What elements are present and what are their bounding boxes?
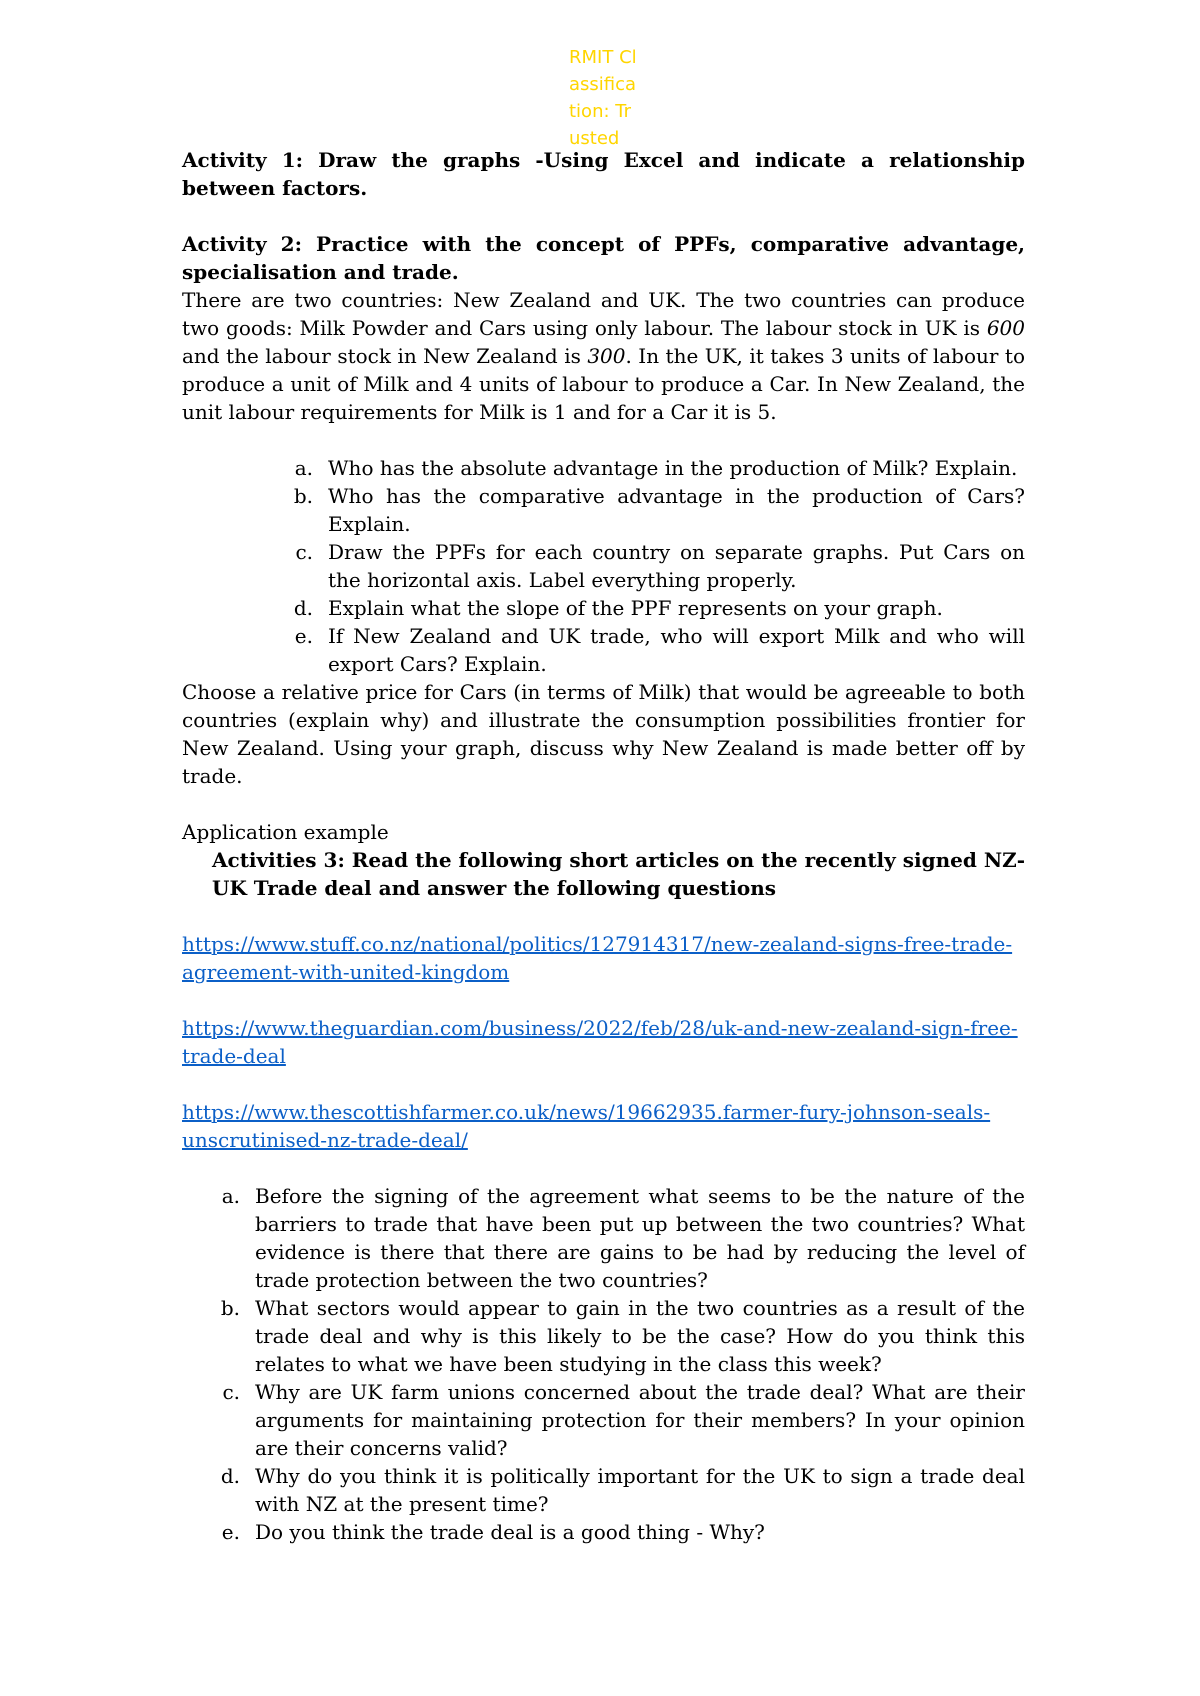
- list-item: e. If New Zealand and UK trade, who will export Milk and who will export Cars? Explain.: [294, 624, 1025, 676]
- article-link-scottishfarmer[interactable]: [182, 1098, 1025, 1154]
- uk-labour-value: 600: [986, 316, 1025, 340]
- list-item: e. Do you think the trade deal is a good thing - Why?: [221, 1520, 765, 1544]
- article-link-guardian-url[interactable]: https://www.theguardian.com/business/2022/feb/28/uk-and-new-zealand-sign-free- trade-deal: [182, 1016, 1018, 1068]
- activity2-followup: Choose a relative price for Cars (in terms of Milk) that would be agreeable to both countries (explain why) and illustrate the consumption possibilities frontier for New Zealand. Using your graph, discuss why New Zealand is made better off by trade.: [182, 680, 1025, 788]
- list-item: d. Why do you think it is politically important for the UK to sign a trade deal with NZ at the present time?: [220, 1464, 1025, 1516]
- list-item: c. Draw the PPFs for each country on separate graphs. Put Cars on the horizontal axis. Label everything properly.: [295, 540, 1025, 592]
- activity3-question-list: [182, 1182, 1025, 1546]
- article-link-scottishfarmer-url[interactable]: https://www.thescottishfarmer.co.uk/news/19662935.farmer-fury-johnson-seals- unscrutinised-nz-trade-deal/: [182, 1100, 991, 1152]
- article-link-stuff-url[interactable]: https://www.stuff.co.nz/national/politics/127914317/new-zealand-signs-free-trade- agreement-with-united-kingdom: [182, 932, 1013, 984]
- activity1-heading: Activity 1: Draw the graphs -Using Excel and indicate a relationship between factors.: [182, 148, 1025, 200]
- nz-labour-value: 300: [587, 344, 626, 368]
- activity2-intro: There are two countries: New Zealand and UK. The two countries can produce two goods: Milk Powder and Cars using only labour. The labour stock in UK is 600 and the labour stock in New Zealand is 300. In the UK, it takes 3 units of labour to produce a unit of Milk and 4 units of labour to produce a Car. In New Zealand, the unit labour requirements for Milk is 1 and for a Car it is 5.: [182, 288, 1025, 424]
- list-item: c. Why are UK farm unions concerned about the trade deal? What are their arguments for maintaining protection for their members? In your opinion are their concerns valid?: [222, 1380, 1025, 1460]
- list-item: d. Explain what the slope of the PPF represents on your graph.: [293, 596, 943, 620]
- list-item: a. Who has the absolute advantage in the production of Milk? Explain.: [294, 456, 1018, 480]
- document-body: [182, 146, 1025, 1546]
- application-label: Application example: [182, 820, 389, 844]
- activity3-heading: Activities 3: Read the following short articles on the recently signed NZ-UK Trade deal and answer the following questions: [212, 848, 1025, 900]
- list-item: b. Who has the comparative advantage in the production of Cars? Explain.: [293, 484, 1025, 536]
- classification-label: RMIT Classification: Trusted: [569, 47, 637, 149]
- article-link-guardian[interactable]: [182, 1014, 1025, 1070]
- activity2-heading: Activity 2: Practice with the concept of PPFs, comparative advantage, specialisation and trade.: [182, 232, 1025, 284]
- article-link-stuff[interactable]: [182, 930, 1025, 986]
- list-item: b. What sectors would appear to gain in the two countries as a result of the trade deal and why is this likely to be the case? How do you think this relates to what we have been studying in the class this week?: [220, 1296, 1025, 1376]
- activity2-question-list: [182, 454, 1025, 678]
- list-item: a. Before the signing of the agreement what seems to be the nature of the barriers to trade that have been put up between the two countries? What evidence is there that there are gains to be had by reducing the level of trade protection between the two countries?: [221, 1184, 1025, 1292]
